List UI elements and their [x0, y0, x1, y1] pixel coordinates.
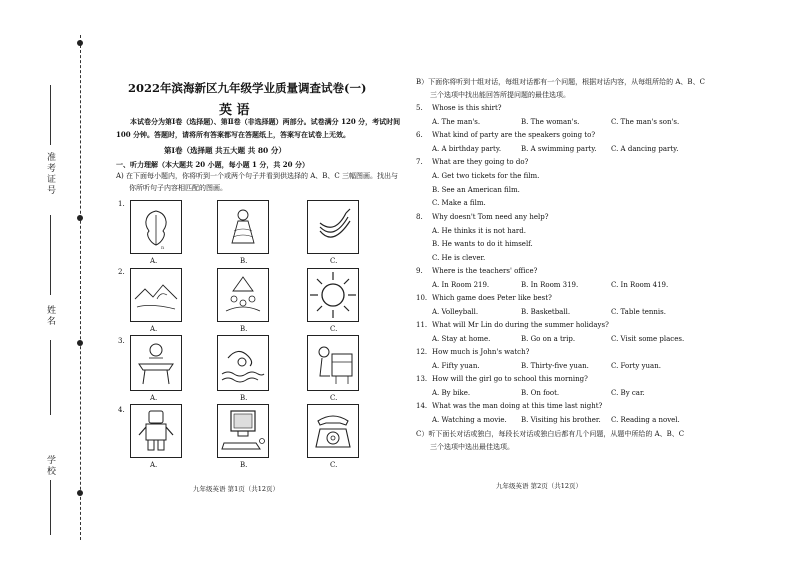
picture-c [307, 404, 359, 458]
answer-option: B. Thirty-five yuan. [521, 362, 589, 370]
option-label: A. [150, 325, 158, 333]
question-text: Which game does Peter like best? [432, 294, 552, 302]
question-number: 11. [416, 321, 428, 329]
answer-option: A. A birthday party. [432, 145, 502, 153]
question-number: 4. [118, 406, 125, 414]
answer-option: B. He wants to do it himself. [432, 240, 533, 248]
page-footer: 九年级英语 第2页（共12页） [496, 482, 582, 490]
school-label: 学校 [45, 455, 55, 477]
bananas-icon [308, 201, 358, 253]
option-label: C. [330, 394, 338, 402]
binding-hole [77, 340, 83, 346]
option-label: C. [330, 461, 338, 469]
picture-c [307, 335, 359, 391]
question-text: What kind of party are the speakers going to? [432, 131, 596, 139]
name-label: 姓名 [45, 305, 55, 327]
question-number: 6. [416, 131, 423, 139]
page-footer: 九年级英语 第1页（共12页） [193, 485, 279, 493]
answer-option: A. In Room 219. [432, 281, 490, 289]
answer-option: B. The woman's. [521, 118, 580, 126]
answer-option: C. Reading a novel. [611, 416, 680, 424]
instruction-line: 三个选项中选出最佳选项。 [430, 443, 514, 451]
exam-title: 2022年滨海新区九年级学业质量调查试卷(一) [128, 81, 367, 95]
instruction-line: C）听下面长对话或独白，每段长对话或独白后都有几个问题，从题中所给的 A、B、C [416, 430, 685, 438]
leaf-sketch-icon [131, 201, 181, 253]
fill-line [50, 85, 51, 145]
fill-line [50, 215, 51, 295]
question-number: 9. [416, 267, 423, 275]
question-text: How much is John's watch? [432, 348, 530, 356]
answer-option: C. The man's son's. [611, 118, 680, 126]
answer-option: C. Visit some places. [611, 335, 685, 343]
answer-option: B. In Room 319. [521, 281, 579, 289]
question-number: 1. [118, 200, 125, 208]
question-number: 7. [416, 158, 423, 166]
instruction-line: 你所听句子内容相匹配的图画。 [129, 184, 227, 192]
cut-line [80, 35, 81, 540]
option-label: A. [150, 461, 158, 469]
answer-option: A. Fifty yuan. [432, 362, 480, 370]
question-text: What are they going to do? [432, 158, 529, 166]
picture-b [217, 200, 269, 254]
binding-margin [0, 0, 100, 561]
option-label: B. [240, 461, 248, 469]
sun-icon [308, 269, 358, 321]
question-number: 14. [416, 402, 428, 410]
answer-option: C. In Room 419. [611, 281, 669, 289]
fill-line [50, 340, 51, 415]
answer-option: A. By bike. [432, 389, 471, 397]
answer-option: B. On foot. [521, 389, 560, 397]
answer-option: C. Make a film. [432, 199, 486, 207]
picture-b [217, 404, 269, 458]
telephone-icon [308, 405, 358, 457]
answer-option: B. Basketball. [521, 308, 571, 316]
answer-option: B. A swimming party. [521, 145, 597, 153]
picture-b [217, 268, 269, 322]
question-text: What will Mr Lin do during the summer holidays? [432, 321, 609, 329]
answer-option: A. Volleyball. [432, 308, 479, 316]
question-number: 12. [416, 348, 428, 356]
question-text: How will the girl go to school this morning? [432, 375, 588, 383]
picnic-sketch-icon [218, 269, 268, 321]
option-label: B. [240, 257, 248, 265]
picture-a [130, 200, 182, 254]
option-label: B. [240, 325, 248, 333]
fill-line [50, 480, 51, 535]
option-label: C. [330, 257, 338, 265]
subject-title: 英 语 [219, 103, 250, 118]
computer-icon [218, 405, 268, 457]
option-label: B. [240, 394, 248, 402]
answer-option: A. The man's. [432, 118, 481, 126]
table-sketch-icon [131, 336, 181, 390]
answer-option: A. He thinks it is not hard. [432, 226, 526, 235]
answer-option: A. Stay at home. [432, 335, 491, 343]
picture-a [130, 404, 182, 458]
answer-option: C. A dancing party. [611, 145, 679, 153]
exam-number-label: 准考证号 [45, 152, 55, 196]
piano-player-icon [308, 336, 358, 390]
picture-b [217, 335, 269, 391]
answer-option: C. He is clever. [432, 253, 486, 262]
picture-a [130, 268, 182, 322]
instruction-line: A) 在下面每小题内，你将听到一个或两个句子并看到供选择的 A、B、C 三幅图画。找出与 [116, 172, 399, 180]
answer-option: B. Visiting his brother. [521, 416, 601, 424]
option-label: A. [150, 257, 158, 265]
answer-option: C. By car. [611, 389, 645, 397]
picture-c [307, 200, 359, 254]
binding-hole [77, 490, 83, 496]
question-text: Whose is this shirt? [432, 104, 502, 112]
answer-option: A. Get two tickets for the film. [432, 172, 540, 180]
robot-toy-icon [131, 405, 181, 457]
intro-line: 100 分钟。答题时，请将所有答案都写在答题纸上，答案写在试卷上无效。 [116, 130, 351, 139]
answer-option: A. Watching a movie. [432, 416, 507, 424]
girl-sketch-icon [218, 201, 268, 253]
question-number: 13. [416, 375, 428, 383]
question-number: 2. [118, 268, 125, 276]
question-text: Why doesn't Tom need any help? [432, 212, 549, 221]
question-number: 3. [118, 337, 125, 345]
option-label: C. [330, 325, 338, 333]
question-text: Where is the teachers' office? [432, 267, 538, 275]
option-label: A. [150, 394, 158, 402]
instruction-line: 三个选项中找出能回答所提问题的最佳选项。 [430, 91, 570, 99]
question-number: 8. [416, 212, 423, 221]
intro-line: 本试卷分为第Ⅰ卷（选择题）、第Ⅱ卷（非选择题）两部分。试卷满分 120 分，考试时间 [130, 117, 401, 126]
part-title: 第Ⅰ卷（选择题 共五大题 共 80 分） [164, 146, 286, 155]
question-text: What was the man doing at this time last night? [432, 402, 603, 410]
answer-option: C. Forty yuan. [611, 362, 661, 370]
binding-hole [77, 40, 83, 46]
answer-option: C. Table tennis. [611, 308, 666, 316]
section-title: 一、听力理解（本大题共 20 小题，每小题 1 分，共 20 分） [116, 160, 309, 169]
question-number: 10. [416, 294, 428, 302]
question-number: 5. [416, 104, 423, 112]
answer-option: B. Go on a trip. [521, 335, 576, 343]
landscape-sketch-icon [131, 269, 181, 321]
binding-hole [77, 215, 83, 221]
picture-a [130, 335, 182, 391]
answer-option: B. See an American film. [432, 185, 520, 194]
swimming-sketch-icon [218, 336, 268, 390]
instruction-line: B）下面你将听到十组对话，每组对话都有一个问题，根据对话内容，从每组所给的 A、B、C [416, 78, 705, 86]
picture-c [307, 268, 359, 322]
svg-text:n: n [161, 245, 165, 251]
